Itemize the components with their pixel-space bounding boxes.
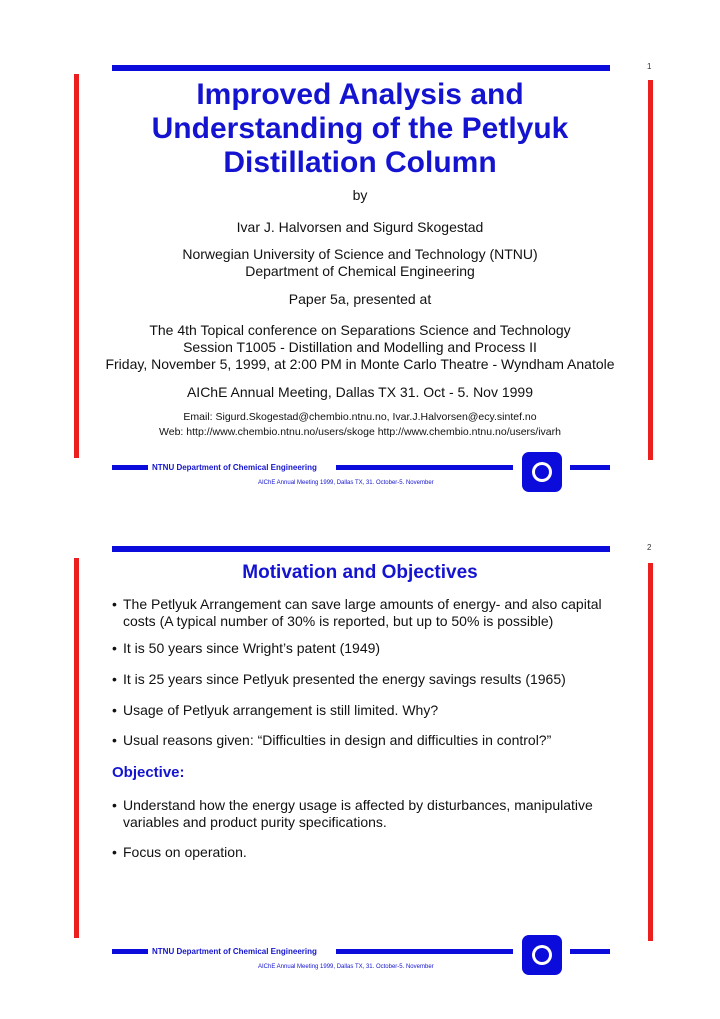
conference-line: The 4th Topical conference on Separations Science and Technology [149,322,571,338]
title-line: Distillation Column [223,146,497,179]
right-red-bar [648,563,653,941]
footer-bar-left [112,465,148,470]
contact-info [90,410,630,440]
affiliation-line: Norwegian University of Science and Technology (NTNU) [182,246,538,262]
bullet-icon: • [112,702,117,718]
right-red-bar [648,80,653,460]
footer-subtitle: AIChE Annual Meeting 1999, Dallas TX, 31. October-5. November [258,480,434,486]
section-title: Motivation and Objectives [242,562,478,583]
conference-info [60,322,660,373]
conference-line: Session T1005 - Distillation and Modelling and Process II [183,339,537,355]
footer-bar-right [570,949,610,954]
left-red-bar [74,74,79,458]
affiliation-line: Department of Chemical Engineering [245,263,475,279]
footer-bar-middle [336,949,513,954]
left-red-bar [74,558,79,938]
footer-label: NTNU Department of Chemical Engineering [152,947,317,956]
authors: Ivar J. Halvorsen and Sigurd Skogestad [236,219,484,235]
list-item: • Focus on operation. [112,844,247,860]
footer-bar-left [112,949,148,954]
bullet-icon: • [112,797,117,813]
bullet-icon: • [112,844,117,860]
header-bar [112,546,610,552]
list-item: • Understand how the energy usage is affected by disturbances, manipulative variables and product purity specifications. [112,797,593,830]
affiliation [90,246,630,280]
email-line: Email: Sigurd.Skogestad@chembio.ntnu.no, Ivar.J.Halvorsen@ecy.sintef.no [183,411,537,423]
by-text: by [352,187,368,203]
ntnu-logo-icon [522,452,562,492]
footer-bar-middle [336,465,513,470]
footer-subtitle: AIChE Annual Meeting 1999, Dallas TX, 31. October-5. November [258,964,434,970]
title-line: Understanding of the Petlyuk [151,112,569,145]
list-item: • It is 25 years since Petlyuk presented the energy savings results (1965) [112,671,566,687]
web-line: Web: http://www.chembio.ntnu.no/users/skoge http://www.chembio.ntnu.no/users/ivarh [159,426,561,438]
slide-number: 1 [647,62,652,71]
bullet-icon: • [112,596,117,612]
paper-text: Paper 5a, presented at [288,291,432,307]
list-item: • Usage of Petlyuk arrangement is still limited. Why? [112,702,439,718]
objective-heading: Objective: [112,764,185,781]
bullet-icon: • [112,640,117,656]
conference-line: Friday, November 5, 1999, at 2:00 PM in Monte Carlo Theatre - Wyndham Anatole [105,356,615,372]
slide-number: 2 [647,543,652,552]
list-item: • The Petlyuk Arrangement can save large amounts of energy- and also capital costs (A typical number of 30% is reported, but up to 50% is possible) [112,596,602,629]
footer-label: NTNU Department of Chemical Engineering [152,463,317,472]
page-title [110,78,610,180]
meeting-text: AIChE Annual Meeting, Dallas TX 31. Oct - 5. Nov 1999 [186,384,534,400]
ntnu-logo-icon [522,935,562,975]
header-bar [112,65,610,71]
title-line: Improved Analysis and [196,78,524,111]
bullet-icon: • [112,671,117,687]
list-item: • Usual reasons given: “Difficulties in design and difficulties in control?” [112,732,552,748]
list-item: • It is 50 years since Wright’s patent (1949) [112,640,381,656]
bullet-icon: • [112,732,117,748]
footer-bar-right [570,465,610,470]
